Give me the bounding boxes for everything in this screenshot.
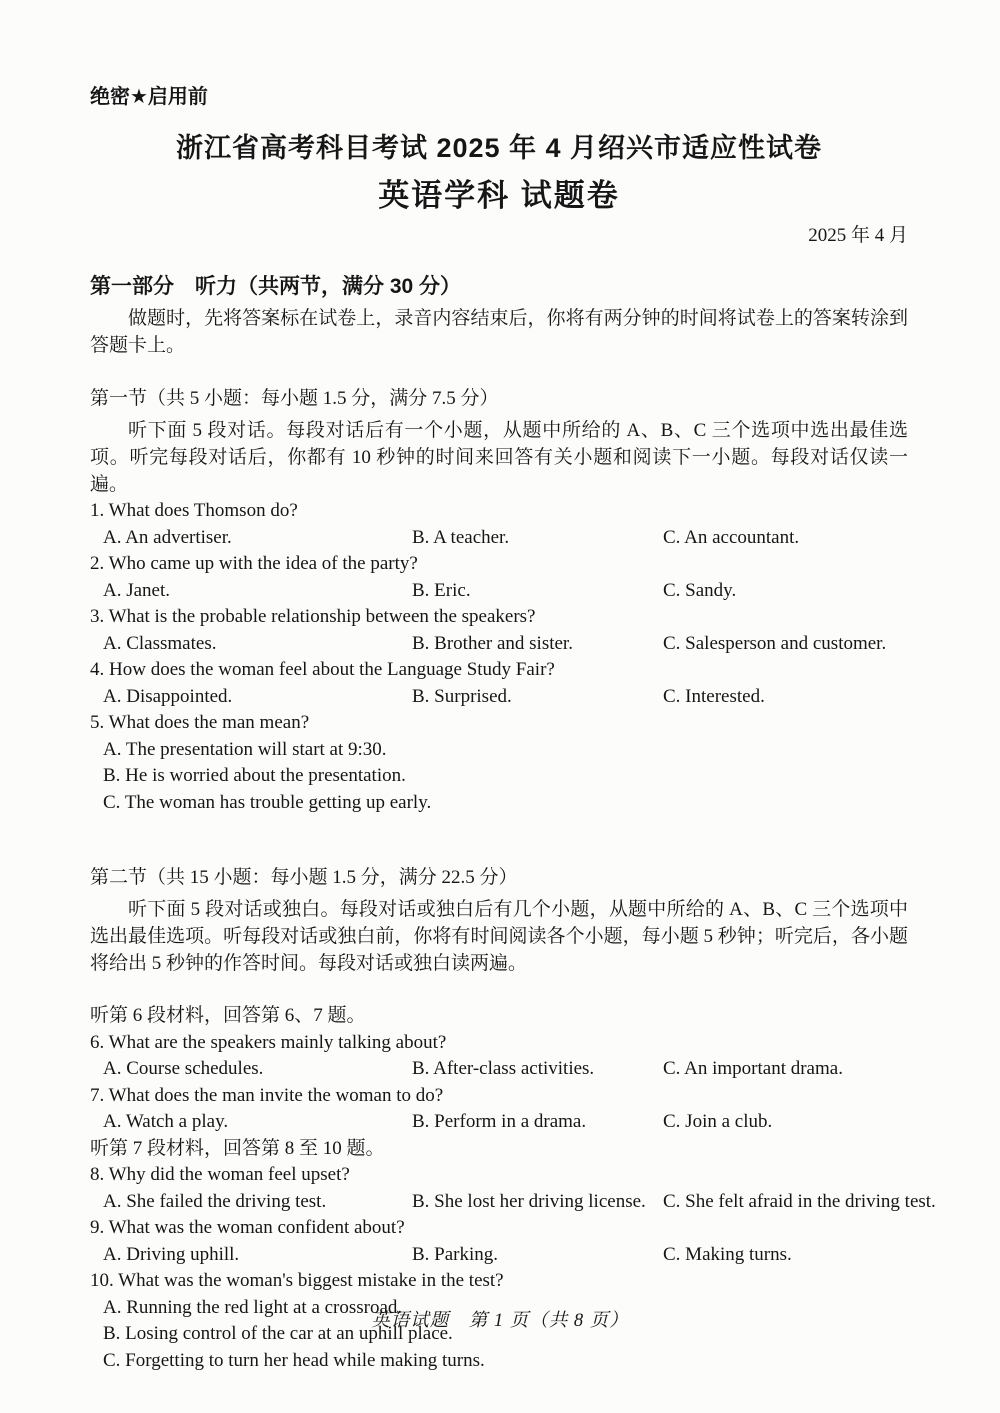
material-6-questions bbox=[90, 1030, 908, 1136]
option-b: B. She lost her driving license. bbox=[412, 1190, 646, 1212]
question-4 bbox=[90, 657, 908, 710]
question-options bbox=[90, 737, 908, 817]
part1-instructions: 做题时，先将答案标在试卷上，录音内容结束后，你将有两分钟的时间将试卷上的答案转涂到答题卡上。 bbox=[90, 308, 908, 356]
option-a: A. The presentation will start at 9:30. bbox=[103, 738, 387, 760]
question-options bbox=[90, 631, 908, 658]
option-c: C. Salesperson and customer. bbox=[663, 632, 887, 654]
question-options bbox=[90, 684, 908, 711]
option-b: B. Brother and sister. bbox=[412, 632, 573, 654]
option-b: B. Losing control of the car at an uphill place. bbox=[103, 1323, 453, 1344]
question-text: 8. Why did the woman feel upset? bbox=[90, 1164, 350, 1185]
section1-heading: 第一节（共 5 小题：每小题 1.5 分，满分 7.5 分） bbox=[90, 388, 499, 409]
section2-instructions: 听下面 5 段对话或独白。每段对话或独白后有几个小题，从题中所给的 A、B、C 三个选项中选出最佳选项。听每段对话或独白前，你将有时间阅读各个小题，每小题 5 秒钟；听完后，各小题将给出 5 秒钟的作答时间。每段对话或独白读两遍。 bbox=[90, 899, 908, 974]
question-9 bbox=[90, 1215, 908, 1268]
security-classification: 绝密★启用前 bbox=[90, 86, 208, 108]
question-7 bbox=[90, 1083, 908, 1136]
option-b: B. He is worried about the presentation. bbox=[103, 765, 406, 786]
question-text: 9. What was the woman confident about? bbox=[90, 1217, 405, 1238]
option-b: B. Surprised. bbox=[412, 685, 512, 707]
option-a: A. Disappointed. bbox=[103, 685, 233, 707]
section1-questions bbox=[90, 498, 908, 816]
material-7-questions bbox=[90, 1162, 936, 1374]
question-text: 2. Who came up with the idea of the party? bbox=[90, 553, 418, 574]
option-c: C. Making turns. bbox=[663, 1243, 792, 1265]
question-6 bbox=[90, 1030, 908, 1083]
section1-instructions: 听下面 5 段对话。每段对话后有一个小题，从题中所给的 A、B、C 三个选项中选出最佳选项。听完每段对话后，你都有 10 秒钟的时间来回答有关小题和阅读下一小题。每段对话仅读一遍。 bbox=[90, 420, 908, 495]
exam-date: 2025 年 4 月 bbox=[808, 225, 908, 246]
option-a: A. Classmates. bbox=[103, 632, 217, 654]
question-options bbox=[90, 525, 908, 552]
option-b: B. After-class activities. bbox=[412, 1058, 595, 1079]
question-text: 1. What does Thomson do? bbox=[90, 500, 298, 521]
option-c: C. The woman has trouble getting up early. bbox=[103, 791, 432, 813]
material-7-line: 听第 7 段材料，回答第 8 至 10 题。 bbox=[90, 1137, 385, 1159]
option-a: A. Watch a play. bbox=[103, 1111, 229, 1132]
option-c: C. She felt afraid in the driving test. bbox=[663, 1190, 936, 1212]
question-options bbox=[90, 578, 908, 605]
option-b: B. Eric. bbox=[412, 579, 471, 601]
option-c: C. Join a club. bbox=[663, 1111, 773, 1132]
option-a: A. Driving uphill. bbox=[103, 1243, 240, 1265]
question-text: 10. What was the woman's biggest mistake in the test? bbox=[90, 1270, 504, 1291]
question-options bbox=[90, 1109, 908, 1136]
question-5 bbox=[90, 710, 908, 816]
question-text: 7. What does the man invite the woman to do? bbox=[90, 1084, 444, 1106]
question-text: 5. What does the man mean? bbox=[90, 712, 310, 733]
question-options bbox=[90, 1056, 908, 1083]
question-text: 4. How does the woman feel about the Language Study Fair? bbox=[90, 659, 555, 680]
section2-heading: 第二节（共 15 小题：每小题 1.5 分，满分 22.5 分） bbox=[90, 867, 518, 888]
option-b: B. Perform in a drama. bbox=[412, 1111, 587, 1132]
question-text: 6. What are the speakers mainly talking about? bbox=[90, 1031, 447, 1053]
part1-heading: 第一部分 听力（共两节，满分 30 分） bbox=[90, 275, 462, 298]
option-a: A. Janet. bbox=[103, 579, 171, 601]
question-2 bbox=[90, 551, 908, 604]
option-b: B. A teacher. bbox=[412, 526, 510, 548]
option-c: C. Forgetting to turn her head while making turns. bbox=[103, 1349, 485, 1371]
question-1 bbox=[90, 498, 908, 551]
question-text: 3. What is the probable relationship between the speakers? bbox=[90, 606, 536, 627]
question-options bbox=[90, 1242, 908, 1269]
material-6-line: 听第 6 段材料，回答第 6、7 题。 bbox=[90, 1005, 366, 1026]
option-c: C. An important drama. bbox=[663, 1058, 843, 1079]
page-footer: 英语试题 第 1 页（共 8 页） bbox=[371, 1311, 629, 1331]
option-b: B. Parking. bbox=[412, 1243, 499, 1265]
option-c: C. An accountant. bbox=[663, 526, 800, 548]
option-a: A. Running the red light at a crossroad. bbox=[103, 1296, 403, 1318]
option-a: A. She failed the driving test. bbox=[103, 1190, 327, 1212]
option-a: A. An advertiser. bbox=[103, 526, 232, 548]
exam-subject-subtitle: 英语学科 试题卷 bbox=[378, 178, 620, 213]
question-options bbox=[90, 1189, 936, 1216]
option-c: C. Interested. bbox=[663, 685, 765, 707]
question-3 bbox=[90, 604, 908, 657]
option-c: C. Sandy. bbox=[663, 579, 737, 601]
exam-title: 浙江省高考科目考试 2025 年 4 月绍兴市适应性试卷 bbox=[175, 133, 823, 163]
question-8 bbox=[90, 1162, 936, 1215]
option-a: A. Course schedules. bbox=[103, 1058, 264, 1079]
